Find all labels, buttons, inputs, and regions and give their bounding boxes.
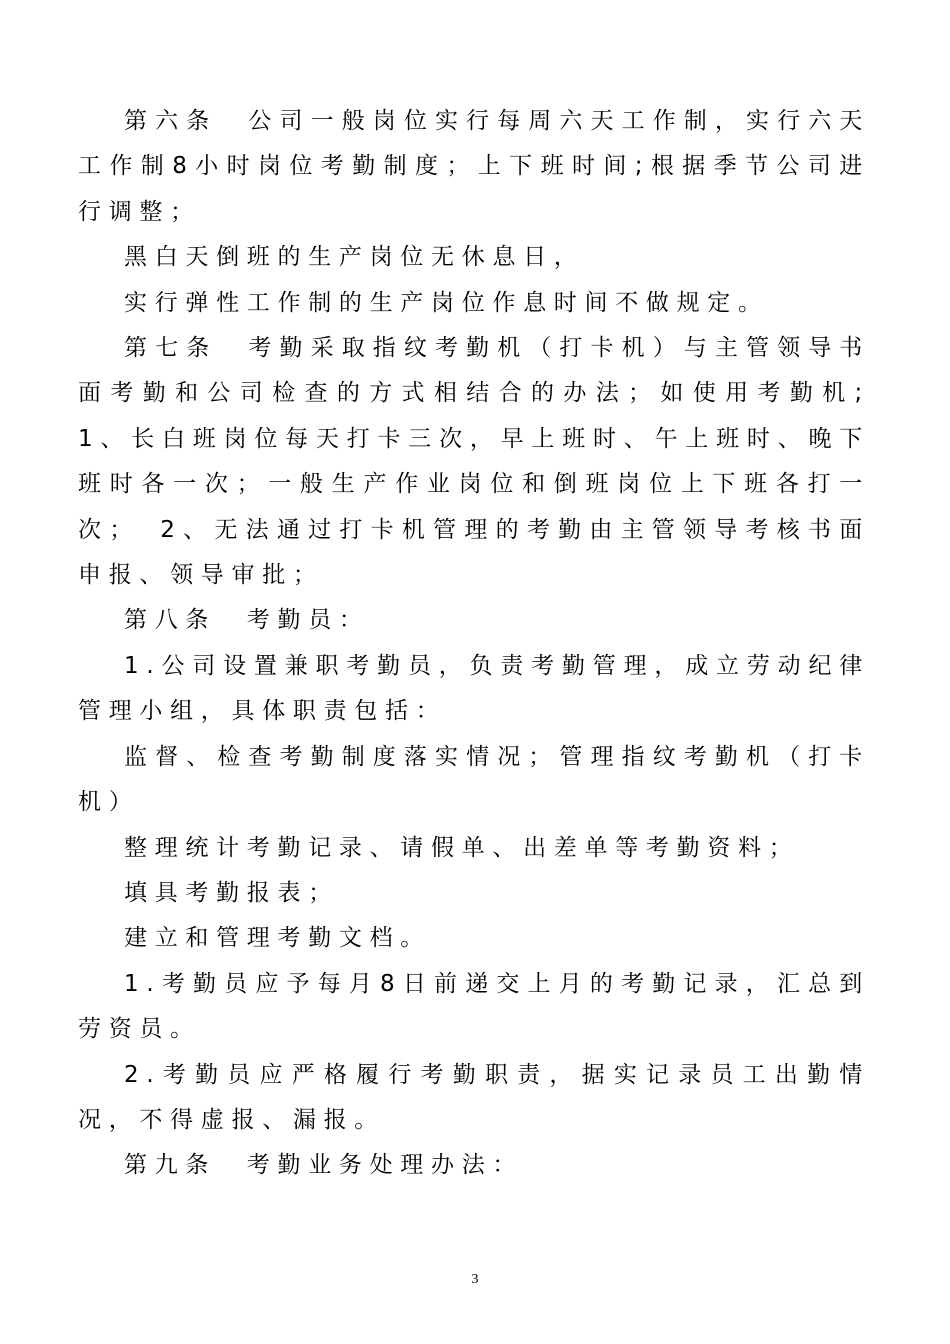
paragraph-shift-rest: 黑白天倒班的生产岗位无休息日， xyxy=(124,244,585,271)
paragraph-clerk-duty-2: 2.考勤员应严格履行考勤职责，据实记录员工出勤情况，不得虚报、漏报。 xyxy=(78,1061,870,1133)
paragraph-supervise: 监督、检查考勤制度落实情况；管理指纹考勤机（打卡机） xyxy=(78,743,870,816)
paragraph-article-7: 第七条 考勤采取指纹考勤机（打卡机）与主管领导书面考勤和公司检查的方式相结合的办法；如使用考勤机;1、长白班岗位每天打卡三次，早上班时、午上班时、晚下班时各一次；一般生产作业岗位和倒班岗位上下班各打一次； 2、无法通过打卡机管理的考勤由主管领导考核书面申报、领导审批； xyxy=(78,335,870,589)
page-number: 3 xyxy=(471,1272,479,1287)
document-body xyxy=(78,99,870,1189)
paragraph-article-9: 第九条 考勤业务处理办法： xyxy=(124,1152,524,1179)
paragraph-clerk-duty-1: 1.公司设置兼职考勤员，负责考勤管理，成立劳动纪律管理小组，具体职责包括： xyxy=(78,652,870,725)
paragraph-fill-report: 填具考勤报表； xyxy=(124,879,339,906)
paragraph-submit-records: 1.考勤员应予每月8日前递交上月的考勤记录，汇总到劳资员。 xyxy=(78,970,870,1043)
paragraph-article-6: 第六条 公司一般岗位实行每周六天工作制，实行六天工作制8小时岗位考勤制度；上下班时间;根据季节公司进行调整； xyxy=(78,108,870,225)
paragraph-archive: 建立和管理考勤文档。 xyxy=(124,925,431,952)
paragraph-flexible-hours: 实行弹性工作制的生产岗位作息时间不做规定。 xyxy=(124,289,769,316)
paragraph-article-8: 第八条 考勤员： xyxy=(124,607,370,634)
paragraph-organize-records: 整理统计考勤记录、请假单、出差单等考勤资料； xyxy=(124,834,800,861)
